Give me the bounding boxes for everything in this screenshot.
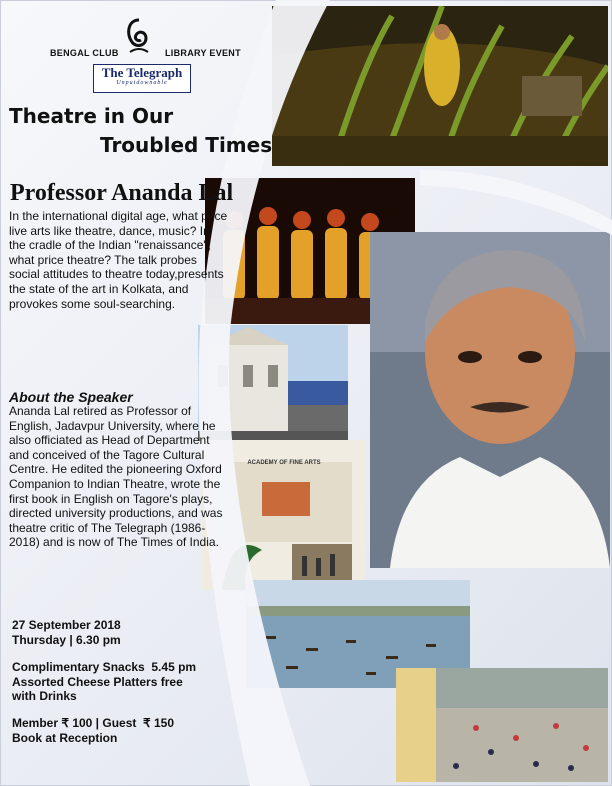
telegraph-tagline: Unputdownable	[116, 80, 168, 86]
refreshments-info	[12, 660, 196, 704]
event-title-line2: Troubled Times	[100, 133, 273, 157]
booking-info: Book at Reception	[12, 730, 118, 745]
club-name: BENGAL CLUB	[50, 48, 119, 58]
event-date: 27 September 2018	[12, 618, 121, 632]
telegraph-name: The Telegraph	[101, 65, 183, 80]
pricing-info	[12, 716, 174, 745]
telegraph-logo	[93, 64, 191, 93]
event-datetime	[12, 618, 121, 647]
talk-description: In the international digital age, what price live arts like theatre, dance, music? In the cradle of the Indian "renaissance", what price theatre? The talk probes social attitudes to theatre today,presents the state of the art in Kolkata, and provokes some soul-searching.	[9, 209, 228, 311]
snacks-line: Complimentary Snacks 5.45 pm	[12, 660, 197, 674]
bengal-club-logo-icon	[122, 16, 156, 58]
about-speaker-text: Ananda Lal retired as Professor of English, Jadavpur University, where he also officiated as Head of Department and conceived of the Tagore Cultural Centre. He edited the pioneering Oxford Companion to Indian Theatre, wrote the first book in English on Tagore's plays, directed university productions, and was theatre critic of The Telegraph (1986-2018) and is now of The Times of India.	[9, 404, 223, 550]
drinks-line: with Drinks	[12, 689, 77, 704]
speaker-name: Professor Ananda Lal	[10, 180, 234, 206]
ticket-price: Member ₹ 100 | Guest ₹ 150	[12, 716, 175, 730]
event-time: Thursday | 6.30 pm	[12, 632, 121, 647]
cheese-line: Assorted Cheese Platters free	[12, 674, 183, 689]
academy-sign: ACADEMY OF FINE ARTS	[247, 460, 321, 466]
event-type-label: LIBRARY EVENT	[165, 48, 241, 58]
about-speaker-heading: About the Speaker	[9, 389, 133, 405]
event-title-line1: Theatre in Our	[9, 104, 174, 128]
